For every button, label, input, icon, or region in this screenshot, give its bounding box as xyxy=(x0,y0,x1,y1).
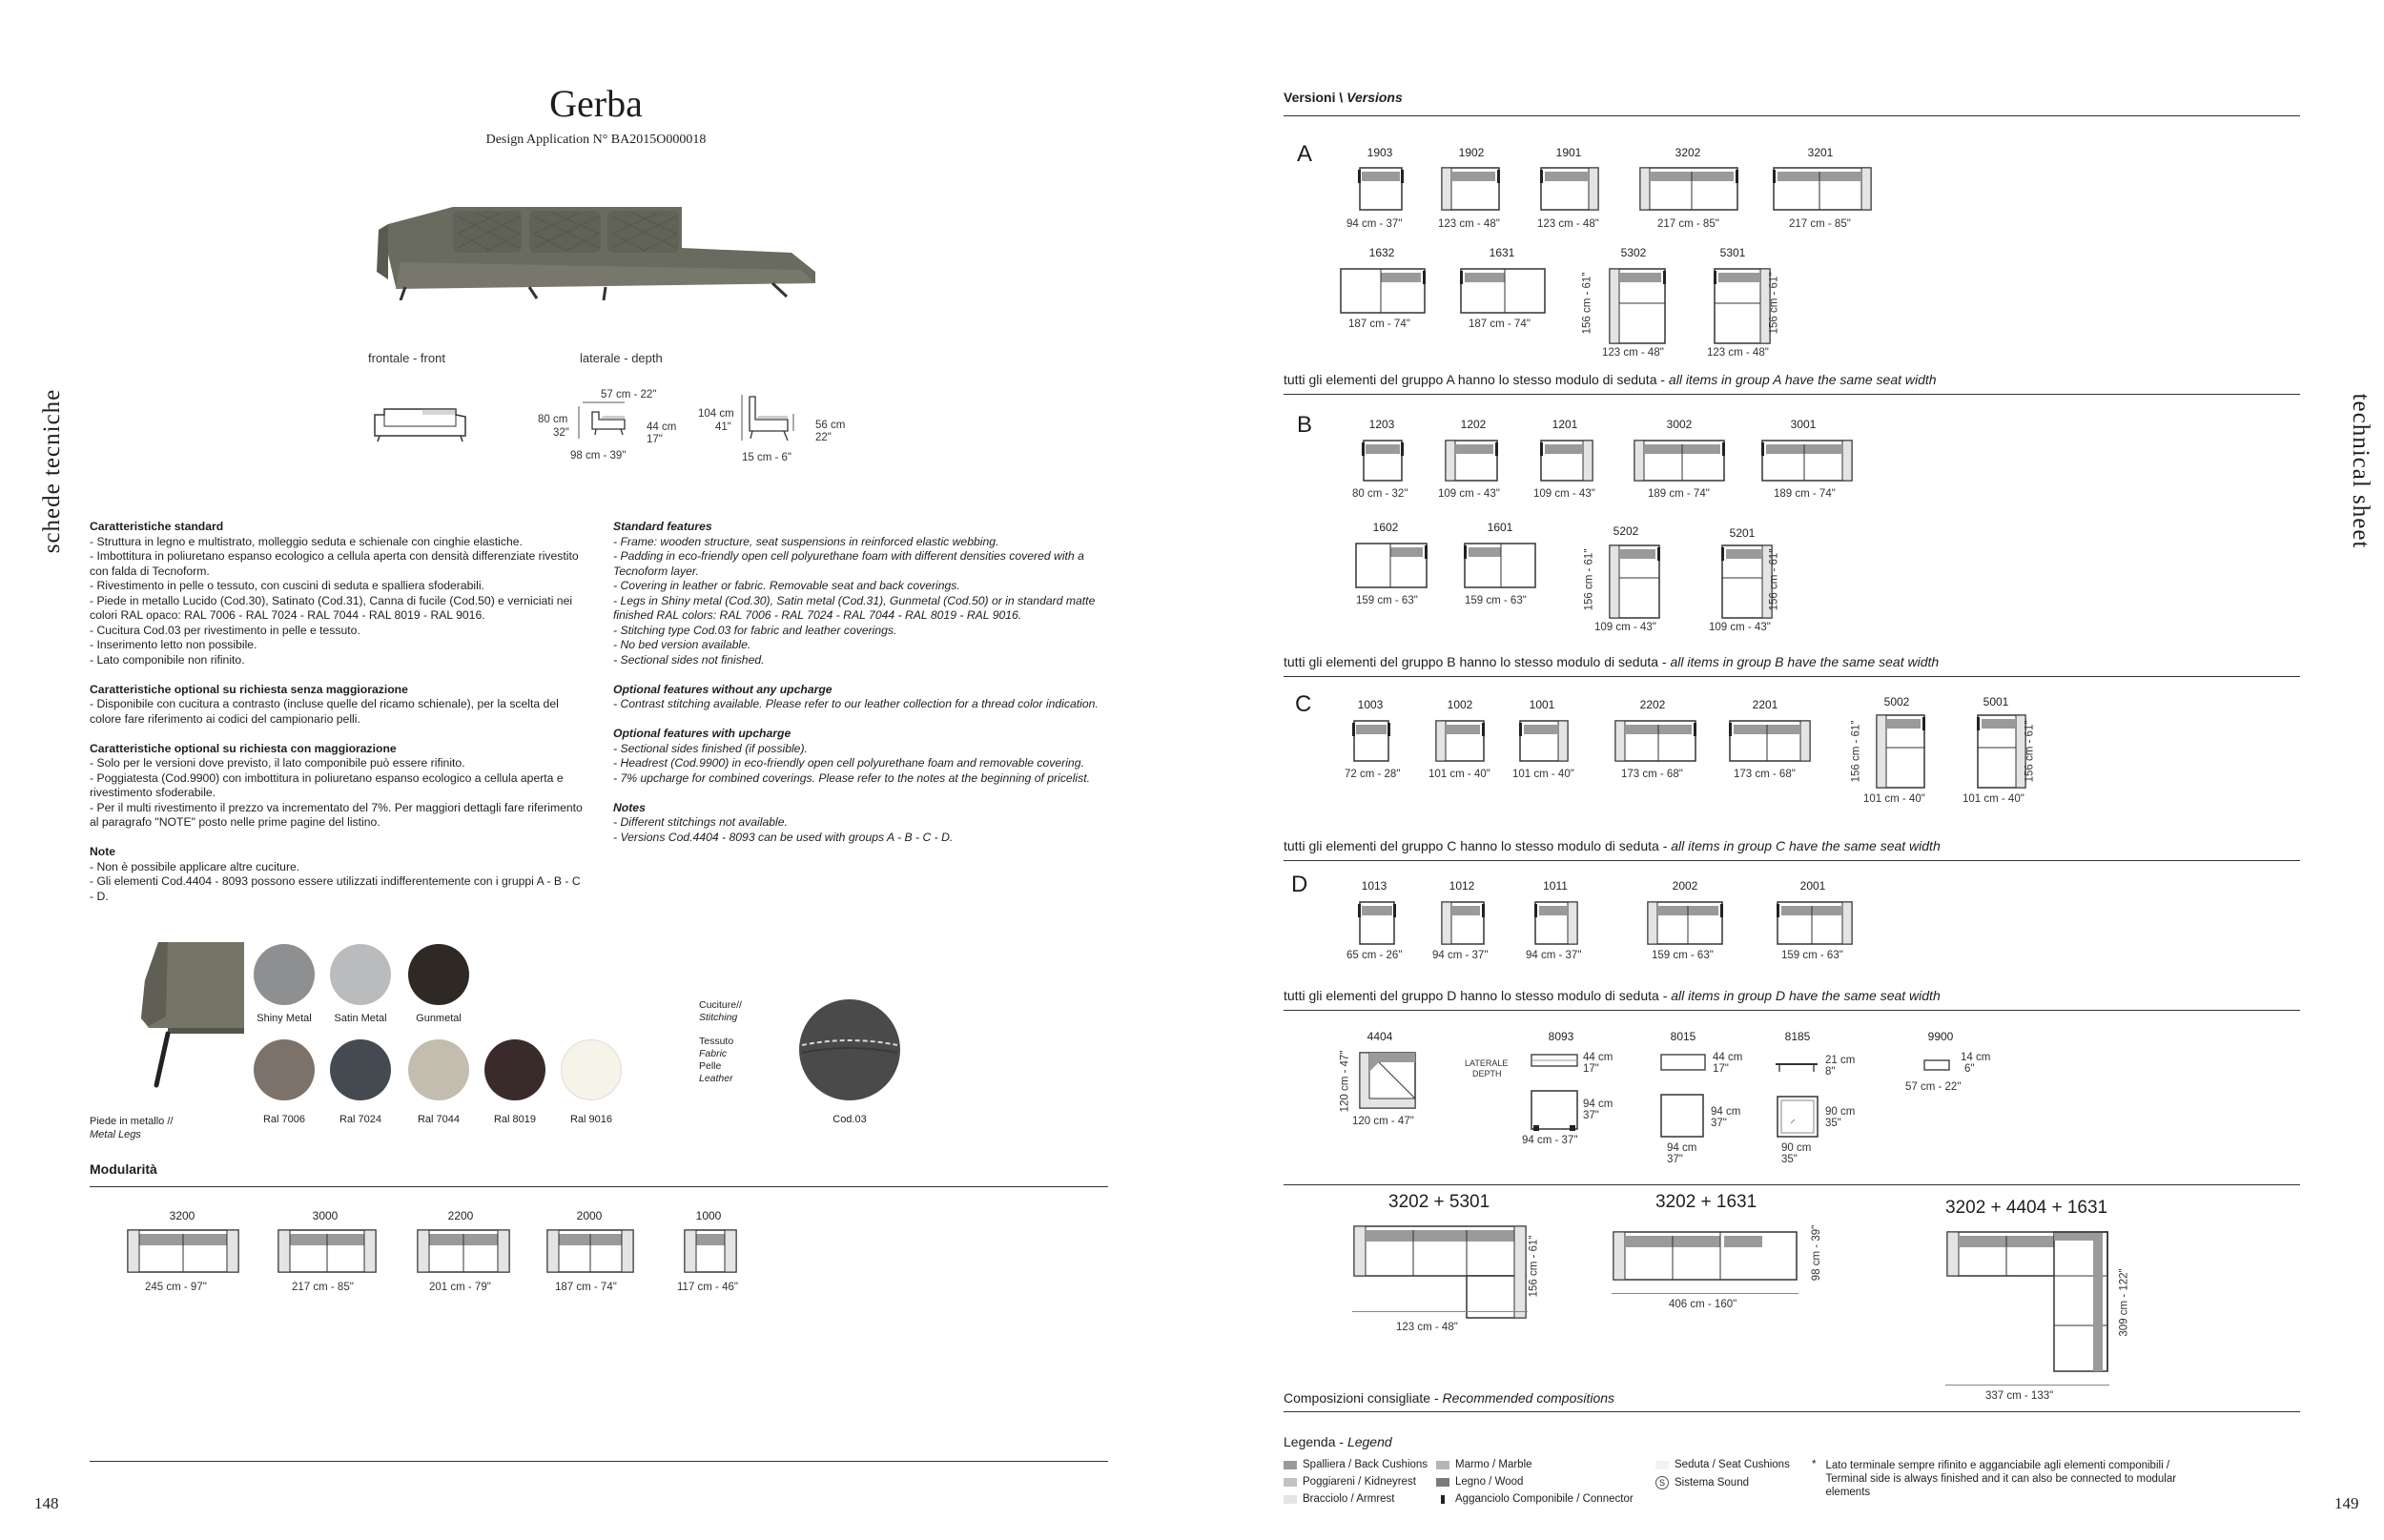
extra-code-9900: 9900 xyxy=(1927,1030,1954,1043)
comp-2-dimline xyxy=(1612,1293,1798,1294)
en-note-list: - Different stitchings not available. - Versions Cod.4404 - 8093 can be used with groups A - B - C - D. xyxy=(613,815,954,844)
mod-drawing-1000 xyxy=(683,1228,738,1276)
group-b-rule xyxy=(1284,676,2300,677)
extra-8185-d3i: 35" xyxy=(1781,1154,1798,1165)
b-dim-1202: 109 cm - 43" xyxy=(1438,488,1500,500)
c-dim-1001: 101 cm - 40" xyxy=(1512,769,1574,780)
extra-side-8185 xyxy=(1774,1060,1819,1074)
c-drawing-5002 xyxy=(1875,713,1926,790)
extra-drawing-4404 xyxy=(1358,1051,1417,1110)
en-opt-free-title: Optional features without any upcharge xyxy=(613,682,832,696)
a-dim-5301: 123 cm - 48" xyxy=(1707,347,1769,359)
swatch-shiny-metal xyxy=(254,944,315,1005)
b-dim-3002: 189 cm - 74" xyxy=(1648,488,1710,500)
legend-swatch-connector xyxy=(1441,1495,1445,1504)
leg-photo xyxy=(139,942,244,1102)
en-standard-title: Standard features xyxy=(613,520,712,533)
front-seat-dim: 44 cm xyxy=(647,421,677,433)
extra-8015-d3: 94 cm xyxy=(1667,1142,1697,1154)
it-note-title: Note xyxy=(90,845,116,858)
legend-swatch-seat xyxy=(1655,1461,1669,1469)
front-depth-dim: 98 cm - 39" xyxy=(570,450,627,462)
compositions-label: Composizioni consigliate - Recommended compositions xyxy=(1284,1390,1615,1406)
extra-code-4404: 4404 xyxy=(1367,1030,1393,1043)
b-drawing-1203 xyxy=(1362,439,1404,483)
comp-drawing-2 xyxy=(1612,1230,1798,1283)
legend-item-kidney: Poggiareni / Kidneyrest xyxy=(1284,1476,1416,1488)
d-dim-1011: 94 cm - 37" xyxy=(1526,950,1582,961)
legend-swatch-marble xyxy=(1436,1461,1449,1469)
mod-dim-3200: 245 cm - 97" xyxy=(145,1282,207,1293)
stitch-code: Cod.03 xyxy=(832,1114,867,1125)
stitching-labels: Cuciture// Stitching Tessuto Fabric Pelle Leather xyxy=(699,999,742,1084)
mod-code-1000: 1000 xyxy=(695,1209,722,1222)
c-drawing-1003 xyxy=(1352,719,1390,763)
c-vdim-5002: 156 cm - 61" xyxy=(1850,720,1862,783)
extra-drawing-8015 xyxy=(1659,1093,1705,1139)
mod-code-3200: 3200 xyxy=(169,1209,195,1222)
d-drawing-1013 xyxy=(1358,900,1396,946)
extra-8015-d1: 44 cm xyxy=(1713,1052,1743,1063)
b-code-3002: 3002 xyxy=(1666,418,1693,431)
group-a-rule xyxy=(1284,394,2300,395)
b-code-5202: 5202 xyxy=(1613,524,1639,538)
a-dim-1903: 94 cm - 37" xyxy=(1346,218,1403,230)
extra-dim-4404: 120 cm - 47" xyxy=(1352,1116,1414,1127)
front-width-dim: 57 cm - 22" xyxy=(601,389,657,400)
comp-vdim-1: 156 cm - 61" xyxy=(1528,1235,1540,1298)
extra-8093-d2: 94 cm xyxy=(1583,1099,1613,1110)
compositions-rule xyxy=(1284,1411,2300,1412)
legend-item-marble: Marmo / Marble xyxy=(1436,1459,1532,1470)
en-standard-list: - Frame: wooden structure, seat suspensions in reinforced elastic webbing. - Padding in eco-friendly open cell polyurethane foam with different densities covered with a Tecnoform layer. - Covering in leather or fabric. Removable seat and back coverings. - Legs in Shiny metal (Cod.30), Satin metal (Cod.31), Gunmetal (Cod.50) or in standard matte finished RAL colors: RAL 7006 - RAL 7024 - RAL 7044 - RAL 8019 - RAL 9016. - Stitching type Cod.03 for fabric and leather coverings. - No bed version available. - Sectional sides not finished. xyxy=(613,534,1096,667)
mod-dim-2200: 201 cm - 79" xyxy=(429,1282,491,1293)
group-d-rule xyxy=(1284,1010,2300,1011)
comp-vdim-2: 98 cm - 39" xyxy=(1811,1224,1823,1282)
en-opt-paid-title: Optional features with upcharge xyxy=(613,727,791,740)
c-drawing-5001 xyxy=(1976,713,2027,790)
b-code-5201: 5201 xyxy=(1729,526,1756,540)
mod-drawing-3200 xyxy=(126,1228,240,1276)
extra-8093-d2i: 37" xyxy=(1583,1110,1599,1121)
extra-lat-label: LATERALE xyxy=(1465,1058,1509,1068)
comp-1-dimline xyxy=(1352,1311,1528,1312)
c-dim-5002: 101 cm - 40" xyxy=(1863,793,1925,805)
mod-code-2000: 2000 xyxy=(576,1209,603,1222)
view-front-label: frontale - front xyxy=(368,351,445,365)
swatch-label-gunmetal: Gunmetal xyxy=(416,1013,462,1024)
extra-8015-d3i: 37" xyxy=(1667,1154,1683,1165)
legend-item-connector: Agganciolo Componibile / Connector xyxy=(1436,1493,1634,1505)
d-code-1012: 1012 xyxy=(1449,879,1475,893)
d-drawing-1011 xyxy=(1533,900,1579,946)
d-code-1013: 1013 xyxy=(1361,879,1387,893)
group-b-note: tutti gli elementi del gruppo B hanno lo stesso modulo di seduta - all items in group B have the same seat width xyxy=(1284,654,1940,669)
extra-8093-d1i: 17" xyxy=(1583,1063,1599,1075)
legend-swatch-back xyxy=(1284,1461,1297,1469)
front-view-drawing xyxy=(370,405,475,443)
b-drawing-1601 xyxy=(1463,542,1537,589)
side-seat-dim: 56 cm xyxy=(815,420,846,431)
c-code-5002: 5002 xyxy=(1883,695,1910,708)
mod-dim-3000: 217 cm - 85" xyxy=(292,1282,354,1293)
a-code-5301: 5301 xyxy=(1719,246,1746,259)
a-vdim-5301: 156 cm - 61" xyxy=(1768,272,1780,335)
b-drawing-5202 xyxy=(1608,544,1661,620)
group-letter-d: D xyxy=(1291,872,1308,897)
mod-drawing-2000 xyxy=(545,1228,635,1276)
extra-8015-d2i: 37" xyxy=(1711,1118,1727,1129)
b-code-1201: 1201 xyxy=(1552,418,1578,431)
en-note-title: Notes xyxy=(613,800,646,814)
swatch-label-satin-metal: Satin Metal xyxy=(334,1013,387,1024)
extra-8185-d1i: 8" xyxy=(1825,1066,1836,1078)
swatch-ral-9016 xyxy=(561,1039,622,1100)
a-drawing-1903 xyxy=(1358,166,1404,212)
b-dim-5202: 109 cm - 43" xyxy=(1594,622,1656,633)
swatch-ral-7006 xyxy=(254,1039,315,1100)
b-drawing-1602 xyxy=(1354,542,1428,589)
extra-8093-d1: 44 cm xyxy=(1583,1052,1613,1063)
en-features xyxy=(613,520,1109,845)
b-dim-1203: 80 cm - 32" xyxy=(1352,488,1408,500)
it-opt-free-list: - Disponibile con cucitura a contrasto (incluse quelle del ricamo schienale), per la scelta del colore fare riferimento ai codici del campionario pelli. xyxy=(90,697,559,726)
d-code-2001: 2001 xyxy=(1799,879,1826,893)
b-code-1601: 1601 xyxy=(1487,521,1513,534)
c-dim-2201: 173 cm - 68" xyxy=(1734,769,1796,780)
legend-title: Legenda - Legend xyxy=(1284,1434,1392,1449)
it-note-list: - Non è possibile applicare altre cuciture. - Gli elementi Cod.4404 - 8093 possono essere utilizzati indifferentemente con i gruppi A - B - C - D. xyxy=(90,859,581,903)
c-drawing-1001 xyxy=(1518,719,1570,763)
a-dim-5302: 123 cm - 48" xyxy=(1602,347,1664,359)
extras-rule xyxy=(1284,1184,2300,1185)
a-drawing-1901 xyxy=(1539,166,1600,212)
a-dim-1901: 123 cm - 48" xyxy=(1537,218,1599,230)
modularity-rule xyxy=(90,1186,1108,1187)
comp-wdim-3: 337 cm - 133" xyxy=(1985,1390,2054,1402)
side-view-drawing xyxy=(738,393,805,452)
a-code-3202: 3202 xyxy=(1675,146,1701,159)
side-height-dim: 104 cm xyxy=(698,408,734,420)
c-dim-1002: 101 cm - 40" xyxy=(1428,769,1490,780)
side-leg-dim: 15 cm - 6" xyxy=(742,452,792,463)
b-code-1203: 1203 xyxy=(1368,418,1395,431)
side-label-left: schede tecniche xyxy=(39,388,65,554)
left-bottom-rule xyxy=(90,1461,1108,1462)
a-drawing-1631 xyxy=(1459,267,1547,315)
c-drawing-1002 xyxy=(1434,719,1486,763)
b-code-3001: 3001 xyxy=(1790,418,1817,431)
stitching-sample xyxy=(797,997,902,1102)
b-dim-1601: 159 cm - 63" xyxy=(1465,595,1527,606)
a-vdim-5302: 156 cm - 61" xyxy=(1581,272,1593,335)
view-side-label: laterale - depth xyxy=(580,351,663,365)
c-code-2202: 2202 xyxy=(1639,698,1666,711)
front-height-dim: 80 cm xyxy=(538,414,568,425)
group-letter-b: B xyxy=(1297,412,1313,438)
a-dim-3202: 217 cm - 85" xyxy=(1657,218,1719,230)
mod-code-2200: 2200 xyxy=(447,1209,474,1222)
comp-drawing-3 xyxy=(1945,1230,2109,1375)
c-code-2201: 2201 xyxy=(1752,698,1778,711)
comp-title-2: 3202 + 1631 xyxy=(1655,1192,1757,1212)
c-dim-5001: 101 cm - 40" xyxy=(1963,793,2024,805)
swatch-label-ral-7006: Ral 7006 xyxy=(262,1114,306,1125)
c-dim-2202: 173 cm - 68" xyxy=(1621,769,1683,780)
a-drawing-5302 xyxy=(1608,267,1667,345)
legend-item-seat: Seduta / Seat Cushions xyxy=(1655,1459,1790,1470)
extra-code-8015: 8015 xyxy=(1670,1030,1696,1043)
c-vdim-5001: 156 cm - 61" xyxy=(2024,720,2036,783)
extra-9900-d1: 14 cm xyxy=(1961,1052,1991,1063)
versions-title: Versioni \ Versions xyxy=(1284,90,1403,105)
sound-icon: S xyxy=(1655,1476,1669,1489)
legend-note: * Lato terminale sempre rifinito e agganciabile agli elementi componibili / Terminal side is always finished and it can also be connected to modular elements xyxy=(1812,1459,2177,1498)
swatch-ral-7024 xyxy=(330,1039,391,1100)
d-dim-1013: 65 cm - 26" xyxy=(1346,950,1403,961)
extra-8185-d3: 90 cm xyxy=(1781,1142,1812,1154)
c-drawing-2202 xyxy=(1613,719,1697,763)
d-drawing-2001 xyxy=(1776,900,1854,946)
extra-side-8015 xyxy=(1659,1053,1707,1072)
b-dim-1602: 159 cm - 63" xyxy=(1356,595,1418,606)
swatch-label-ral-8019: Ral 8019 xyxy=(493,1114,537,1125)
comp-vdim-3: 309 cm - 122" xyxy=(2118,1268,2130,1337)
d-dim-2001: 159 cm - 63" xyxy=(1781,950,1843,961)
comp-wdim-1: 123 cm - 48" xyxy=(1396,1322,1458,1333)
product-title: Gerba xyxy=(549,82,643,125)
group-letter-c: C xyxy=(1295,691,1312,717)
it-standard-list: - Struttura in legno e multistrato, molleggio seduta e schienale con cinghie elastiche. - Imbottitura in poliuretano espanso ecologico a cellula aperta con densità differenziate rivestito con falda di Tecnoform. - Rivestimento in pelle o tessuto, con cuscini di seduta e spalliera sfoderabili. - Piede in metallo Lucido (Cod.30), Satinato (Cod.31), Canna di fucile (Cod.50) e verniciati nei colori RAL opaco: RAL 7006 - RAL 7024 - RAL 7044 - RAL 8019 - RAL 9016. - Cucitura Cod.03 per rivestimento in pelle e tessuto. - Inserimento letto non possibile. - Lato componibile non rifinito. xyxy=(90,534,579,667)
legend-item-armrest: Bracciolo / Armrest xyxy=(1284,1493,1395,1505)
sofa-photo xyxy=(367,195,825,300)
legend-item-wood: Legno / Wood xyxy=(1436,1476,1523,1488)
a-code-5302: 5302 xyxy=(1620,246,1647,259)
swatch-gunmetal xyxy=(408,944,469,1005)
c-drawing-2201 xyxy=(1728,719,1812,763)
page-number-right: 149 xyxy=(2334,1494,2359,1512)
comp-title-1: 3202 + 5301 xyxy=(1388,1192,1490,1212)
extra-drawing-9900 xyxy=(1922,1058,1951,1072)
extra-vdim-4404: 120 cm - 47" xyxy=(1339,1050,1351,1113)
legs-label: Piede in metallo // xyxy=(90,1116,174,1127)
extra-9900-d1i: 6" xyxy=(1964,1063,1975,1075)
d-drawing-2002 xyxy=(1646,900,1724,946)
group-a-note: tutti gli elementi del gruppo A hanno lo stesso modulo di seduta - all items in group A have the same seat width xyxy=(1284,372,1937,387)
extra-side-8093 xyxy=(1530,1053,1579,1068)
b-dim-5201: 109 cm - 43" xyxy=(1709,622,1771,633)
a-code-3201: 3201 xyxy=(1807,146,1834,159)
swatch-label-ral-9016: Ral 9016 xyxy=(569,1114,613,1125)
a-code-1902: 1902 xyxy=(1458,146,1485,159)
extra-8015-d1i: 17" xyxy=(1713,1063,1729,1075)
legend-swatch-kidney xyxy=(1284,1478,1297,1487)
it-features xyxy=(90,520,586,904)
d-drawing-1012 xyxy=(1440,900,1486,946)
it-opt-paid-title: Caratteristiche optional su richiesta con maggiorazione xyxy=(90,741,397,755)
extra-code-8185: 8185 xyxy=(1784,1030,1811,1043)
it-opt-paid-list: - Solo per le versioni dove previsto, il lato componibile può essere rifinito. - Poggiatesta (Cod.9900) con imbottitura in poliuretano espanso ecologico a cellula aperta e rivestimento sfoderabile. - Per il multi rivestimento il prezzo va incrementato del 7%. Per maggiori dettagli fare riferimento al paragrafo "NOTE" posto nelle prime pagine del listino. xyxy=(90,756,583,829)
extra-8185-d2: 90 cm xyxy=(1825,1106,1856,1118)
b-dim-3001: 189 cm - 74" xyxy=(1774,488,1836,500)
legend-item-sound: S Sistema Sound xyxy=(1655,1476,1749,1489)
swatch-label-ral-7024: Ral 7024 xyxy=(339,1114,382,1125)
b-drawing-1202 xyxy=(1444,439,1499,483)
swatch-ral-8019 xyxy=(484,1039,545,1100)
en-opt-free-list: - Contrast stitching available. Please refer to our leather collection for a thread color indication. xyxy=(613,697,1099,710)
design-application: Design Application N° BA2015O000018 xyxy=(485,133,707,147)
modularity-title: Modularità xyxy=(90,1161,157,1177)
b-vdim-5201: 156 cm - 61" xyxy=(1768,548,1780,611)
front-side-drawing xyxy=(575,400,632,441)
c-code-1002: 1002 xyxy=(1447,698,1473,711)
c-code-5001: 5001 xyxy=(1983,695,2009,708)
mod-drawing-3000 xyxy=(277,1228,378,1276)
legend-swatch-armrest xyxy=(1284,1495,1297,1504)
extra-8185-d1: 21 cm xyxy=(1825,1055,1856,1066)
comp-drawing-1 xyxy=(1352,1224,1528,1320)
swatch-label-shiny-metal: Shiny Metal xyxy=(257,1013,312,1024)
a-dim-1902: 123 cm - 48" xyxy=(1438,218,1500,230)
extra-8093-dim: 94 cm - 37" xyxy=(1522,1135,1578,1146)
group-c-note: tutti gli elementi del gruppo C hanno lo stesso modulo di seduta - all items in group C have the same seat width xyxy=(1284,838,1941,853)
c-dim-1003: 72 cm - 28" xyxy=(1345,769,1401,780)
versions-rule xyxy=(1284,115,2300,116)
side-height-in: 41" xyxy=(715,421,731,433)
mod-drawing-2200 xyxy=(416,1228,511,1276)
a-code-1631: 1631 xyxy=(1489,246,1515,259)
b-vdim-5202: 156 cm - 61" xyxy=(1583,548,1595,611)
b-drawing-1201 xyxy=(1539,439,1594,483)
c-code-1001: 1001 xyxy=(1529,698,1555,711)
mod-dim-1000: 117 cm - 46" xyxy=(677,1282,738,1293)
group-letter-a: A xyxy=(1297,141,1313,167)
extra-8015-d2: 94 cm xyxy=(1711,1106,1741,1118)
mod-dim-2000: 187 cm - 74" xyxy=(555,1282,617,1293)
c-code-1003: 1003 xyxy=(1357,698,1384,711)
b-drawing-5201 xyxy=(1720,544,1774,620)
d-code-2002: 2002 xyxy=(1672,879,1698,893)
a-drawing-3202 xyxy=(1638,166,1739,212)
legs-label-en: Metal Legs xyxy=(90,1129,141,1140)
extra-8185-d2i: 35" xyxy=(1825,1118,1841,1129)
a-code-1903: 1903 xyxy=(1367,146,1393,159)
en-opt-paid-list: - Sectional sides finished (if possible). - Headrest (Cod.9900) in eco-friendly open cell polyurethane foam and removable covering. - 7% upcharge for combined coverings. Please refer to the notes at the beginning of pricelist. xyxy=(613,741,1090,785)
it-standard-title: Caratteristiche standard xyxy=(90,520,224,533)
b-drawing-3002 xyxy=(1633,439,1726,483)
group-c-rule xyxy=(1284,860,2300,861)
swatch-satin-metal xyxy=(330,944,391,1005)
side-label-right: technical sheet xyxy=(2348,393,2374,549)
b-code-1602: 1602 xyxy=(1372,521,1399,534)
a-dim-1631: 187 cm - 74" xyxy=(1469,318,1531,330)
extra-9900-dim: 57 cm - 22" xyxy=(1905,1081,1962,1093)
comp-wdim-2: 406 cm - 160" xyxy=(1669,1299,1737,1310)
a-drawing-3201 xyxy=(1772,166,1873,212)
group-d-note: tutti gli elementi del gruppo D hanno lo stesso modulo di seduta - all items in group D have the same seat width xyxy=(1284,988,1941,1003)
it-opt-free-title: Caratteristiche optional su richiesta senza maggiorazione xyxy=(90,682,408,696)
legend-swatch-wood xyxy=(1436,1478,1449,1487)
extra-depth-label: DEPTH xyxy=(1472,1069,1502,1078)
comp-title-3: 3202 + 4404 + 1631 xyxy=(1945,1198,2108,1218)
side-seat-in: 22" xyxy=(815,432,832,443)
swatch-ral-7044 xyxy=(408,1039,469,1100)
asterisk-icon: * xyxy=(1812,1459,1817,1470)
b-drawing-3001 xyxy=(1760,439,1854,483)
b-dim-1201: 109 cm - 43" xyxy=(1533,488,1595,500)
front-seat-in: 17" xyxy=(647,434,663,445)
extra-drawing-8185 xyxy=(1776,1095,1819,1139)
legend-item-back: Spalliera / Back Cushions xyxy=(1284,1459,1428,1470)
a-dim-1632: 187 cm - 74" xyxy=(1348,318,1410,330)
a-drawing-1902 xyxy=(1440,166,1501,212)
a-code-1901: 1901 xyxy=(1555,146,1582,159)
mod-code-3000: 3000 xyxy=(312,1209,339,1222)
a-drawing-5301 xyxy=(1713,267,1772,345)
b-code-1202: 1202 xyxy=(1460,418,1487,431)
extra-code-8093: 8093 xyxy=(1548,1030,1574,1043)
front-height-in: 32" xyxy=(553,427,569,439)
extra-drawing-8093 xyxy=(1530,1089,1579,1133)
d-dim-1012: 94 cm - 37" xyxy=(1432,950,1489,961)
a-code-1632: 1632 xyxy=(1368,246,1395,259)
d-code-1011: 1011 xyxy=(1543,879,1568,893)
a-drawing-1632 xyxy=(1339,267,1427,315)
a-dim-3201: 217 cm - 85" xyxy=(1789,218,1851,230)
page-number-left: 148 xyxy=(34,1494,59,1512)
d-dim-2002: 159 cm - 63" xyxy=(1652,950,1714,961)
swatch-label-ral-7044: Ral 7044 xyxy=(417,1114,461,1125)
comp-3-dimline xyxy=(1945,1385,2109,1386)
